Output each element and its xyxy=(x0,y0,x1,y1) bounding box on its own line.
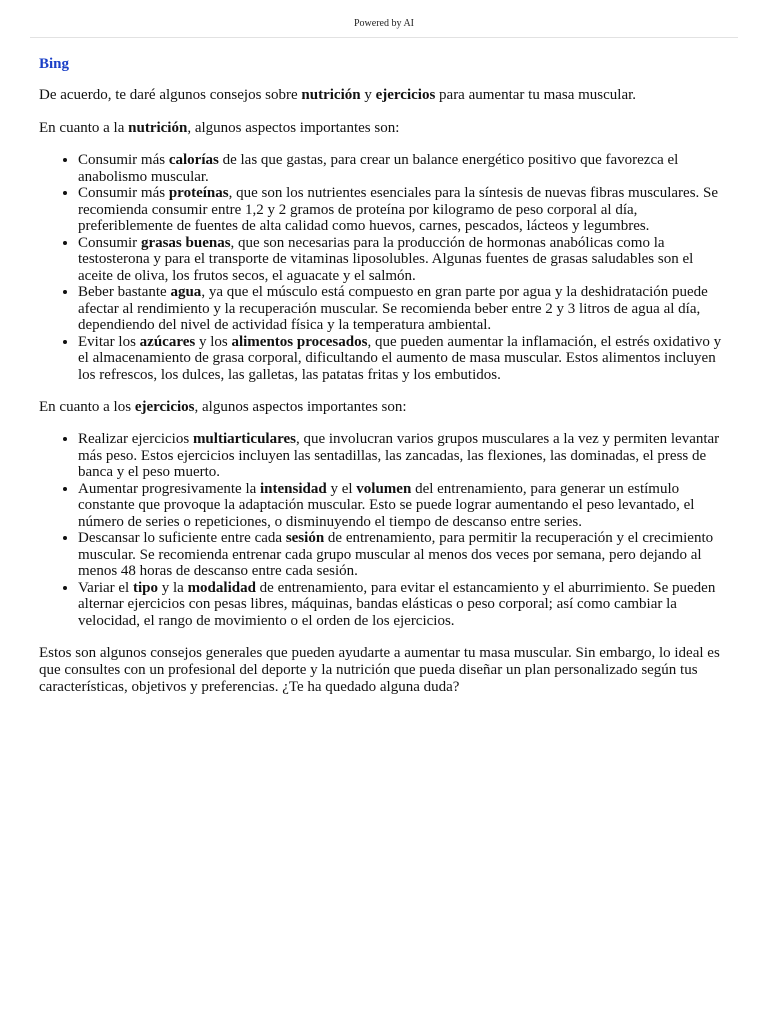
exercise-lead xyxy=(39,399,729,416)
exercise-list xyxy=(39,431,729,629)
list-item: • Consumir más calorías de las que gastas, para crear un balance energético positivo que favorezca el anabolismo muscular. xyxy=(78,152,729,185)
list-item: • Consumir grasas buenas, que son necesarias para la producción de hormonas anabólicas como la testosterona y para el transporte de vitaminas liposolubles. Algunas fuentes de grasas saludables son el aceite de oliva, los frutos secos, el aguacate y el salmón. xyxy=(78,235,729,285)
nutrition-lead-text-2: , algunos aspectos importantes son: xyxy=(187,120,400,136)
intro-bold-exercises: ejercicios xyxy=(375,87,436,103)
intro-text-1: De acuerdo, te daré algunos consejos sobre xyxy=(39,87,302,103)
list-item: • Consumir más proteínas, que son los nutrientes esenciales para la síntesis de nuevas fibras musculares. Se recomienda consumir entre 1,2 y 2 gramos de proteína por kilogramo de peso corporal al día, preferiblemente de fuentes de alta calidad como huevos, carnes, pescados, lácteos y legumbres. xyxy=(78,185,729,235)
page-header xyxy=(30,0,738,38)
list-item: • Evitar los azúcares y los alimentos procesados, que pueden aumentar la inflamación, el estrés oxidativo y el almacenamiento de grasa corporal, dificultando el aumento de masa muscular. Estos alimentos incluyen los refrescos, los dulces, las galletas, las patatas fritas y los embutidos. xyxy=(78,334,729,384)
nutrition-list xyxy=(39,152,729,383)
exercise-lead-bold: ejercicios xyxy=(134,399,195,415)
nutrition-lead-bold: nutrición xyxy=(128,120,188,136)
intro-text-2: y xyxy=(360,87,376,103)
nutrition-lead xyxy=(39,120,729,137)
nutrition-lead-text-1: En cuanto a la xyxy=(39,120,129,136)
list-item: • Descansar lo suficiente entre cada sesión de entrenamiento, para permitir la recuperación y el crecimiento muscular. Se recomienda entrenar cada grupo muscular al menos dos veces por semana, pero dejando al menos 48 horas de descanso entre cada sesión. xyxy=(78,530,729,580)
intro-bold-nutrition: nutrición xyxy=(301,87,361,103)
powered-by-label: Powered by AI xyxy=(354,18,414,29)
list-item: • Variar el tipo y la modalidad de entrenamiento, para evitar el estancamiento y el aburrimiento. Se pueden alternar ejercicios con pesas libres, máquinas, bandas elásticas o peso corporal; así como cambiar la velocidad, el rango de movimiento o el orden de los ejercicios. xyxy=(78,580,729,630)
intro-paragraph xyxy=(39,87,729,104)
intro-text-3: para aumentar tu masa muscular. xyxy=(435,87,637,103)
closing-paragraph: Estos son algunos consejos generales que pueden ayudarte a aumentar tu masa muscular. Sin embargo, lo ideal es que consultes con un profesional del deporte y la nutrición que pueda diseñar un plan personalizado según tus características, objetivos y preferencias. ¿Te ha quedado alguna duda? xyxy=(39,645,720,695)
list-item: • Realizar ejercicios multiarticulares, que involucran varios grupos musculares a la vez y permiten levantar más peso. Estos ejercicios incluyen las sentadillas, las zancadas, las flexiones, las dominadas, el press de banca y el peso muerto. xyxy=(78,431,729,481)
exercise-lead-text-2: , algunos aspectos importantes son: xyxy=(194,399,407,415)
list-item: • Aumentar progresivamente la intensidad y el volumen del entrenamiento, para generar un estímulo constante que provoque la adaptación muscular. Esto se puede lograr aumentando el peso levantado, el número de series o repeticiones, o disminuyendo el tiempo de descanso entre series. xyxy=(78,481,729,531)
exercise-lead-text-1: En cuanto a los xyxy=(39,399,135,415)
author-name: Bing xyxy=(39,56,70,72)
list-item: • Beber bastante agua, ya que el músculo está compuesto en gran parte por agua y la deshidratación puede afectar al rendimiento y la recuperación muscular. Se recomienda beber entre 2 y 3 litros de agua al día, dependiendo del nivel de actividad física y la temperatura ambiental. xyxy=(78,284,729,334)
